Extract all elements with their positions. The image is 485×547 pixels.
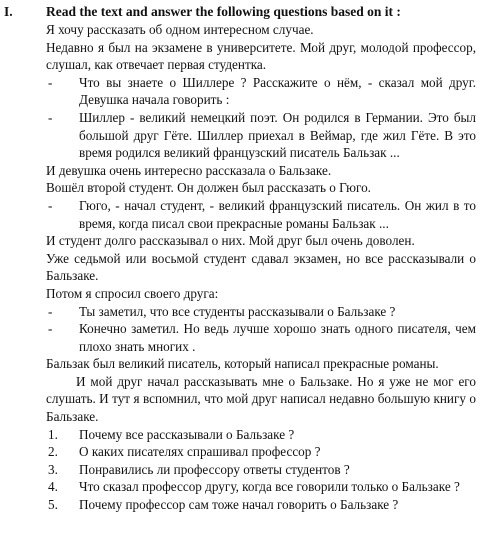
- question-item: [46, 426, 476, 444]
- paragraph: И студент долго рассказывал о них. Мой друг был очень доволен.: [46, 233, 415, 249]
- question-text: О каких писателях спрашивал профессор ?: [79, 444, 321, 460]
- question-number: 2.: [48, 444, 58, 460]
- dialogue-line: [46, 74, 476, 109]
- question-item: [46, 478, 476, 496]
- question-list: [46, 426, 476, 514]
- dialogue-line: [46, 303, 476, 321]
- question-item: [46, 443, 476, 461]
- dialogue-text: Гюго, - начал студент, - великий французский писатель. Он жил в то время, когда писал свои прекрасные романы Бальзак ...: [79, 197, 476, 231]
- paragraph: Недавно я был на экзамене в университете. Мой друг, молодой профессор, слушал, как отвечает первая студентка.: [46, 39, 476, 73]
- paragraph: Потом я спросил своего друга:: [46, 285, 219, 301]
- question-text: Почему все рассказывали о Бальзаке ?: [79, 426, 295, 442]
- dialogue-text: Что вы знаете о Шиллере ? Расскажите о нём, - сказал мой друг. Девушка начала говорить :: [79, 74, 476, 108]
- paragraph: Уже седьмой или восьмой студент сдавал экзамен, но все рассказывали о Бальзаке.: [46, 250, 476, 284]
- dialogue-line: [46, 197, 476, 232]
- section-heading: Read the text and answer the following questions based on it :: [46, 4, 401, 19]
- dash-mark: -: [48, 303, 53, 319]
- question-number: 3.: [48, 461, 58, 477]
- question-text: Что сказал профессор другу, когда все говорили только о Бальзаке ?: [79, 479, 460, 495]
- section-number: I.: [4, 4, 13, 19]
- paragraph: И девушка очень интересно рассказала о Бальзаке.: [46, 162, 332, 178]
- paragraph: Бальзак был великий писатель, который написал прекрасные романы.: [46, 356, 439, 372]
- dash-mark: -: [48, 197, 53, 213]
- paragraph: Вошёл второй студент. Он должен был рассказать о Гюго.: [46, 180, 371, 196]
- question-item: [46, 461, 476, 479]
- question-item: [46, 496, 476, 514]
- dash-mark: -: [48, 321, 53, 337]
- dash-mark: -: [48, 109, 53, 125]
- question-text: Понравились ли профессору ответы студентов ?: [79, 461, 350, 477]
- question-number: 5.: [48, 497, 58, 513]
- reading-text: [46, 21, 476, 514]
- dialogue-text: Ты заметил, что все студенты рассказывали о Бальзаке ?: [79, 303, 396, 319]
- dash-mark: -: [48, 74, 53, 90]
- dialogue-line: [46, 320, 476, 355]
- paragraph: Я хочу рассказать об одном интересном случае.: [46, 22, 314, 37]
- question-number: 1.: [48, 426, 58, 442]
- dialogue-text: Шиллер - великий немецкий поэт. Он родился в Германии. Это был большой друг Гёте. Шиллер приехал в Веймар, где жил Гёте. В это время родился великий французский писатель Бальзак ...: [79, 109, 476, 161]
- paragraph: И мой друг начал рассказывать мне о Бальзаке. Но я уже не мог его слушать. И тут я вспомнил, что мой друг написал недавно большую книгу о Бальзаке.: [46, 373, 476, 425]
- dialogue-text: Конечно заметил. Но ведь лучше хорошо знать одного писателя, чем плохо знать многих .: [79, 321, 476, 354]
- dialogue-line: [46, 109, 476, 162]
- question-number: 4.: [48, 479, 58, 495]
- question-text: Почему профессор сам тоже начал говорить о Бальзаке ?: [79, 497, 399, 513]
